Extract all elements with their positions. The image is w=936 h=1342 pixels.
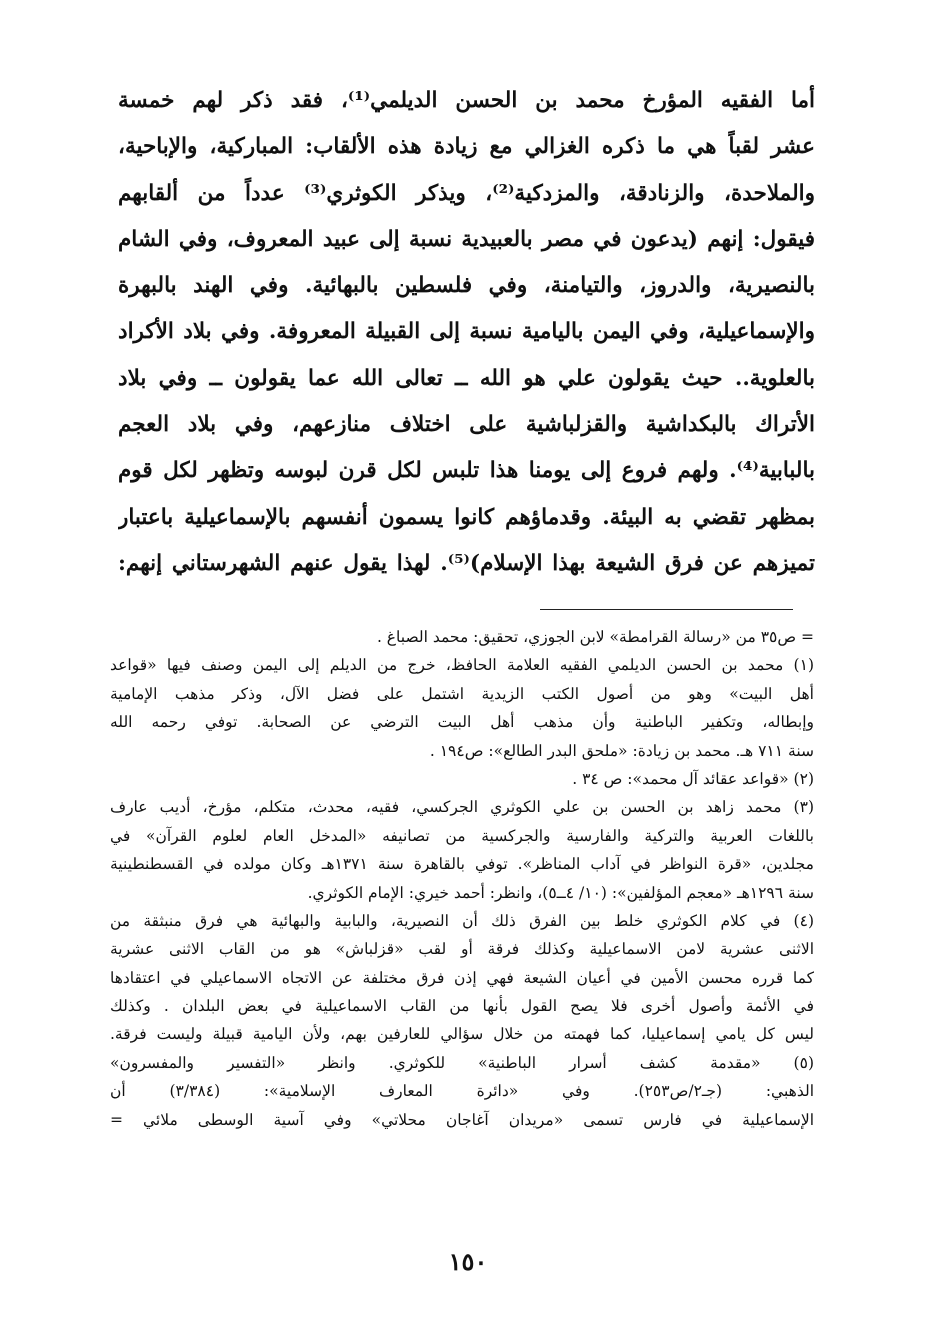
text-line: بمظهر تقضي به البيئة. وقدماؤهم كانوا يسمون أنفسهم بالإسماعيلية باعتبار — [118, 504, 815, 530]
text-line: بالعلوية.. حيث يقولون علي هو الله ــ تعالى الله عما يقولون ــ وفي بلاد — [118, 365, 815, 391]
footnote-line: (٤) في كلام الكوثري خلط بين الفرق ذلك أن النصيرية، والبابية والبهائية هي فرق منبثقة من — [110, 911, 814, 930]
footnote-line: (٢) «قواعد عقائد آل محمد»: ص ٣٤ . — [572, 769, 814, 788]
footnote-divider — [540, 609, 793, 610]
footnote-line: الإسماعيلية في فارس تسمى «مريدان آغاجان محلاتي» وفي آسية الوسطى ملائي = — [110, 1110, 814, 1129]
footnote-line: سنة ١٢٩٦هـ «معجم المؤلفين»: (١٠/ ٤ــ٥)، وانظر: أحمد خيري: الإمام الكوثري. — [307, 883, 814, 902]
text-line: بالنصيرية، والدروز، والتيامنة، وفي فلسطين بالبهائية. وفي الهند بالبهرة — [118, 273, 815, 299]
footnote-line: في الأئمة وأصول أخرى فلا يصح القول بأنها من القاب الاسماعيلية في بعض البلدان . وكذلك — [110, 997, 814, 1016]
footnote-line: مجلدين، «قرة النواظر في آداب المناظر». توفي بالقاهرة سنة ١٣٧١هـ وكان مولده في القسطنطينية — [110, 855, 814, 874]
footnote-line: الذهبي: (جـ٢/ص٢٥٣). وفي «دائرة المعارف الإسلامية»: (٣/٣٨٤) أن — [110, 1082, 814, 1101]
footnote-line: (٣) محمد زاهد بن الحسن بن علي الكوثري الجركسي، فقيه، محدث، متكلم، مؤرخ، أديب عارف — [110, 798, 814, 817]
footnote-line: ليس كل يامي إسماعيليا، كما فهمته من خلال سؤالي للعارفين بهم، ولأن اليامية قبيلة وليست فرقة. — [110, 1025, 814, 1044]
main-text — [118, 78, 815, 587]
footnote-line: باللغات العربية والتركية والفارسية والجركسية من تصانيفه «المدخل العام لعلوم القرآن» في — [110, 826, 814, 845]
footnote-line: (٥) «مقدمة كشف أسرار الباطنية» للكوثري. وانظر «التفسير والمفسرون» — [110, 1053, 814, 1072]
text-line: والإسماعيلية، وفي اليمن باليامية نسبة إلى القبيلة المعروفة. وفي بلاد الأكراد — [118, 319, 815, 345]
page-number: ١٥٠ — [448, 1247, 488, 1276]
footnotes — [110, 623, 814, 1134]
footnote-line: الاثنى عشرية لامن الاسماعيلية وكذلك فرقة أو لقب «قزلباش» هو من القاب الاثنى عشرية — [110, 940, 814, 959]
text-line: أما الفقيه المؤرخ محمد بن الحسن الديلمي⁽¹⁾، فقد ذكر لهم خمسة — [118, 88, 815, 113]
text-line: الأتراك بالبكداشية والقزلباشية على اختلاف منازعهم، وفي بلاد العجم — [118, 412, 815, 438]
text-line: تميزهم عن فرق الشيعة بهذا الإسلام)⁽⁵⁾. لهذا يقول عنهم الشهرستاني إنهم: — [118, 550, 815, 576]
footnote-line: = ص٣٥ من «رسالة القرامطة» لابن الجوزي، تحقيق: محمد الصباغ . — [376, 628, 814, 646]
footnote-line: سنة ٧١١ هـ. محمد بن زيادة: «ملحق البدر الطالع»: ص١٩٤ . — [429, 741, 814, 760]
text-line: عشر لقباً هي ما ذكره الغزالي مع زيادة هذه الألقاب: المباركية، والإباحية، — [118, 134, 815, 160]
footnote-line: أهل البيت» وهو من أصول الكتب الزيدية اشتمل على فضل الآل، وذكر مذهب الإمامية — [110, 684, 814, 703]
text-line: بالبابية⁽⁴⁾. ولهم فروع إلى يومنا هذا تلبس لكل قرن لبوسه وتظهر لكل قوم — [118, 458, 815, 484]
footnote-line: كما قرره محسن الأمين في أعيان الشيعة فهي إذن فرق مختلفة عن الاتجاه الاسماعيلي في اعتقادها — [110, 968, 814, 987]
text-line: فيقول: إنهم (يدعون في مصر بالعبيدية نسبة إلى عبيد المعروف، وفي الشام — [118, 226, 815, 252]
text-line: والملاحدة، والزنادقة، والمزدكية⁽²⁾، ويذكر الكوثري⁽³⁾ عدداً من ألقابهم — [118, 180, 815, 206]
footnote-line: وإبطاله، وتكفير الباطنية وأن مذهب أهل البيت الترضي عن الصحابة. توفي رحمه الله — [110, 713, 814, 732]
footnote-line: (١) محمد بن الحسن الديلمي الفقيه العلامة الحافظ، خرج من الديلم إلى اليمن وصنف فيها «قواعد — [110, 656, 814, 675]
